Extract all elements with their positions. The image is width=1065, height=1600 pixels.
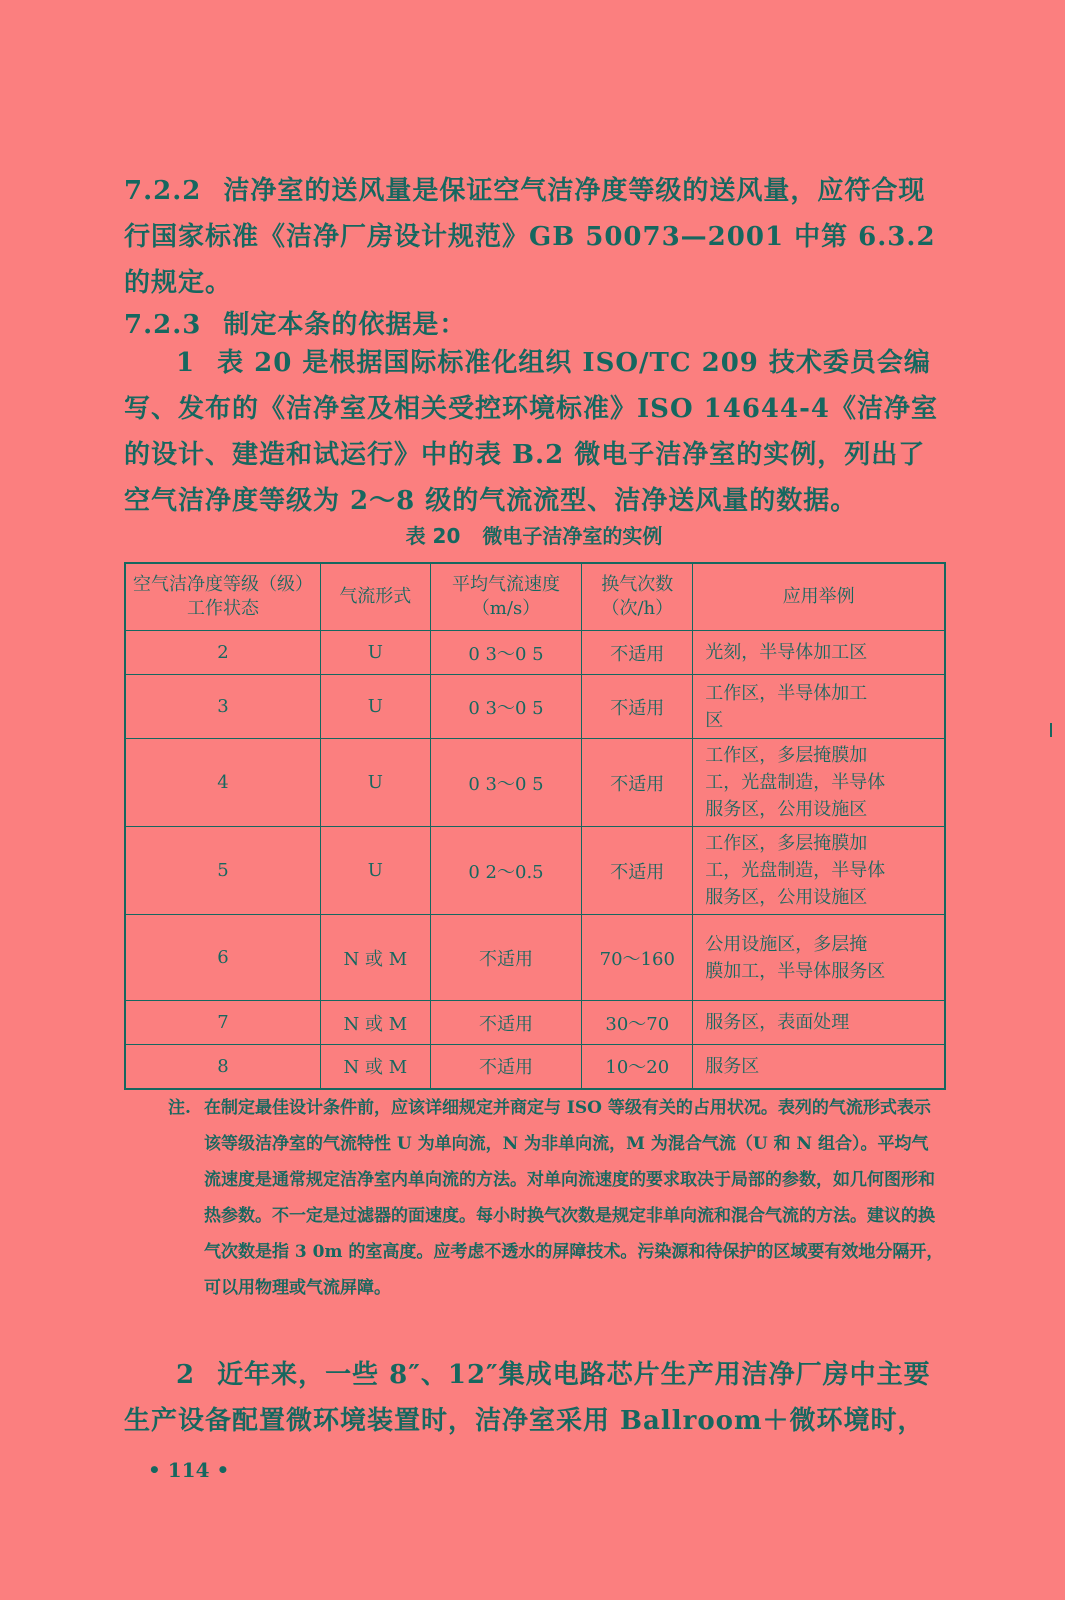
cell-grade: 2 (125, 631, 320, 675)
header-cleanliness-grade: 空气洁净度等级（级）工作状态 (125, 563, 320, 631)
header-applications: 应用举例 (693, 563, 945, 631)
scan-mark (1050, 723, 1052, 737)
paragraph-7-2-2 (124, 168, 944, 306)
header-avg-airflow-speed: 平均气流速度（m/s） (430, 563, 582, 631)
cell-speed: 0 3～0 5 (430, 675, 582, 739)
note-text: 在制定最佳设计条件前，应该详细规定并商定与 ISO 等级有关的占用状况。表列的气流形式表示该等级洁净室的气流特性 U 为单向流，N 为非单向流，M 为混合气流（U 和 N 组合）。平均气流速度是通常规定洁净室内单向流的方法。对单向流速度的要求取决于局部的参数，如几何图形和热参数。不一定是过滤器的面速度。每小时换气次数是规定非单向流和混合气流的方法。建议的换气次数是指 3 0m 的室高度。应考虑不透水的屏障技术。污染源和待保护的区域要有效地分隔开，可以用物理或气流屏障。 (204, 1098, 944, 1298)
cell-changes: 70～160 (582, 915, 693, 1001)
cell-application: 工作区，半导体加工 区 (693, 675, 945, 739)
cell-flow: N 或 M (320, 915, 430, 1001)
cell-application: 光刻，半导体加工区 (693, 631, 945, 675)
cell-flow: N 或 M (320, 1045, 430, 1089)
paragraph-text: 表 20 是根据国际标准化组织 ISO/TC 209 技术委员会编写、发布的《洁净室及相关受控环境标准》ISO 14644-4《洁净室的设计、建造和试运行》中的表 B.2 微电子洁净室的实例，列出了空气洁净度等级为 2～8 级的气流流型、洁净送风量的数据。 (124, 348, 938, 516)
cell-changes: 不适用 (582, 827, 693, 915)
table-row (125, 675, 945, 739)
cell-speed: 0 3～0 5 (430, 631, 582, 675)
item-number: 2 (176, 1360, 196, 1390)
section-number: 7.2.3 (124, 310, 202, 340)
cell-flow: U (320, 631, 430, 675)
table-row (125, 915, 945, 1001)
table-caption (124, 520, 944, 549)
cell-flow: N 或 M (320, 1001, 430, 1045)
cell-grade: 4 (125, 739, 320, 827)
cell-grade: 5 (125, 827, 320, 915)
cell-grade: 7 (125, 1001, 320, 1045)
cell-changes: 10～20 (582, 1045, 693, 1089)
paragraph-text: 制定本条的依据是： (223, 310, 467, 340)
cell-flow: U (320, 739, 430, 827)
cell-speed: 不适用 (430, 1045, 582, 1089)
cell-application: 工作区，多层掩膜加 工，光盘制造，半导体 服务区，公用设施区 (693, 827, 945, 915)
table-caption-number: 表 20 (405, 524, 461, 548)
table-row (125, 1001, 945, 1045)
paragraph-text: 近年来，一些 8″、12″集成电路芯片生产用洁净厂房中主要生产设备配置微环境装置时，洁净室采用 Ballroom＋微环境时， (124, 1360, 931, 1436)
cell-changes: 不适用 (582, 675, 693, 739)
cell-changes: 30～70 (582, 1001, 693, 1045)
cell-application: 工作区，多层掩膜加 工，光盘制造，半导体 服务区，公用设施区 (693, 739, 945, 827)
cell-grade: 8 (125, 1045, 320, 1089)
table-row (125, 1045, 945, 1089)
cell-speed: 0 2～0.5 (430, 827, 582, 915)
table-note (168, 1090, 944, 1306)
note-label: 注. (168, 1098, 191, 1118)
cleanroom-examples-table (124, 562, 946, 1090)
header-air-changes: 换气次数（次/h） (582, 563, 693, 631)
table-caption-title: 微电子洁净室的实例 (482, 524, 663, 548)
item-number: 1 (176, 348, 196, 378)
cell-application: 公用设施区，多层掩 膜加工，半导体服务区 (693, 915, 945, 1001)
paragraph-item-1 (124, 340, 944, 524)
cell-speed: 不适用 (430, 1001, 582, 1045)
cell-changes: 不适用 (582, 631, 693, 675)
cell-application: 服务区 (693, 1045, 945, 1089)
paragraph-item-2 (124, 1352, 944, 1444)
section-number: 7.2.2 (124, 176, 202, 206)
table-row (125, 631, 945, 675)
cell-grade: 3 (125, 675, 320, 739)
cell-speed: 0 3～0 5 (430, 739, 582, 827)
cell-grade: 6 (125, 915, 320, 1001)
cell-speed: 不适用 (430, 915, 582, 1001)
table-row (125, 827, 945, 915)
table-header-row (125, 563, 945, 631)
page-number: • 114 • (148, 1458, 230, 1482)
cell-flow: U (320, 827, 430, 915)
paragraph-text: 洁净室的送风量是保证空气洁净度等级的送风量，应符合现行国家标准《洁净厂房设计规范》GB 50073—2001 中第 6.3.2 的规定。 (124, 176, 936, 298)
cell-flow: U (320, 675, 430, 739)
header-airflow-type: 气流形式 (320, 563, 430, 631)
cell-changes: 不适用 (582, 739, 693, 827)
table-row (125, 739, 945, 827)
cell-application: 服务区，表面处理 (693, 1001, 945, 1045)
